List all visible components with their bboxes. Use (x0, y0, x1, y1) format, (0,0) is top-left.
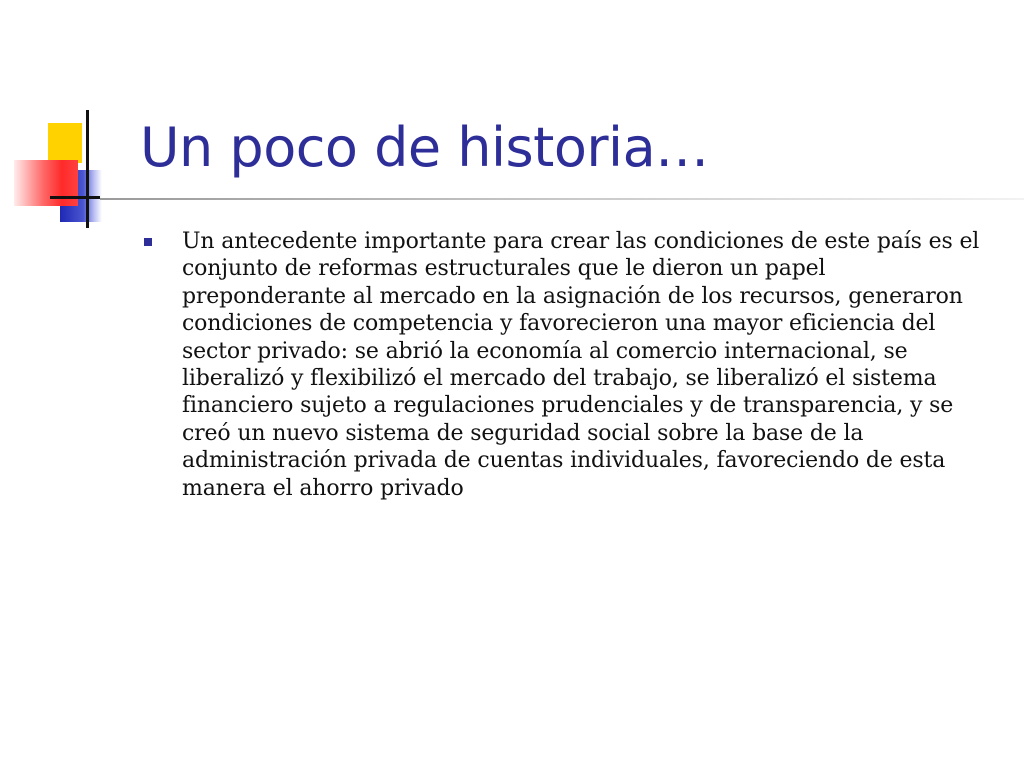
horizontal-line-divider (50, 196, 100, 199)
yellow-square-icon (48, 123, 82, 163)
title-underline-rule (100, 198, 1024, 200)
red-square-icon (14, 160, 78, 206)
vertical-line-divider (86, 110, 89, 228)
bullet-item (144, 228, 994, 502)
bullet-text: Un antecedente importante para crear las condiciones de este país es el conjunto de reformas estructurales que le dieron un papel preponderante al mercado en la asignación de los recursos, generaron condiciones de competencia y favorecieron una mayor eficiencia del sector privado: se abrió la economía al comercio internacional, se liberalizó y flexibilizó el mercado del trabajo, se liberalizó el sistema financiero sujeto a regulaciones prudenciales y de transparencia, y se creó un nuevo sistema de seguridad social sobre la base de la administración privada de cuentas individuales, favoreciendo de esta manera el ahorro privado (182, 229, 980, 501)
square-bullet-icon (144, 238, 152, 246)
color-blocks-logo-icon (0, 100, 160, 240)
bullet-list (144, 228, 994, 502)
slide-title: Un poco de historia… (140, 116, 709, 179)
